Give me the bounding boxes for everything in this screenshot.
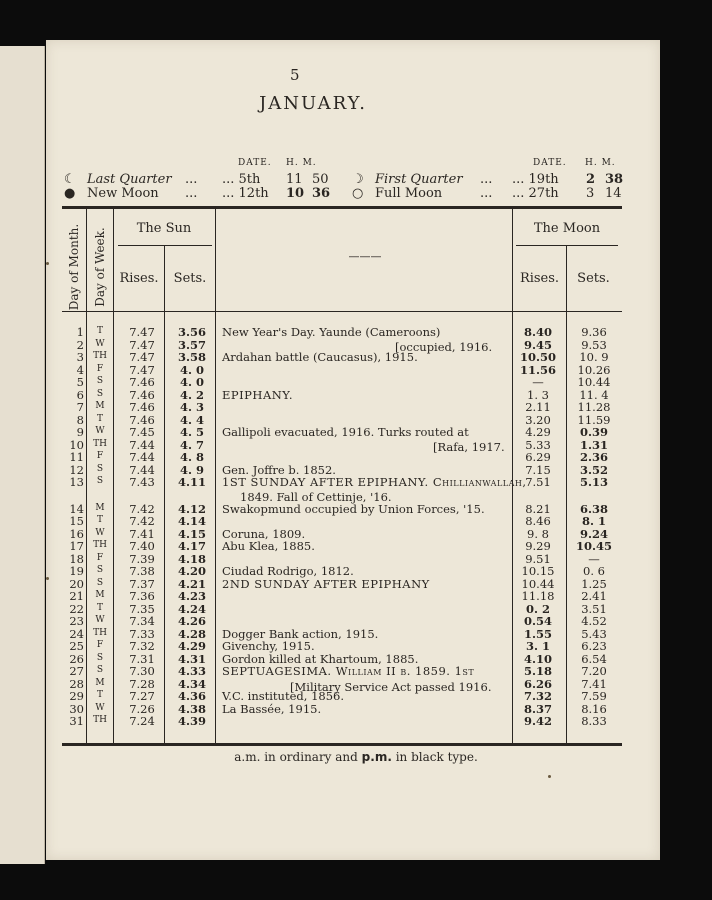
day-of-week: W	[95, 338, 105, 349]
moon-set: 9.36	[581, 325, 607, 339]
sun-rise: 7.47	[129, 337, 155, 352]
day-of-week: W	[95, 615, 105, 625]
event-text: Dogger Bank action, 1915.	[222, 626, 379, 641]
day-of-week-header: Day of Week.	[93, 227, 107, 307]
sun-set: 4.11	[177, 475, 206, 489]
moon-rise: 3. 1	[525, 639, 550, 653]
sun-rise: 7.44	[129, 462, 155, 477]
sun-set: 4.31	[177, 651, 206, 666]
table-row	[60, 552, 620, 564]
day-of-month: 16	[69, 526, 84, 541]
moon-set: 2.36	[579, 450, 608, 464]
sun-set: 4. 7	[179, 437, 204, 452]
moon-set: 9.53	[581, 337, 607, 352]
day-of-month: 6	[76, 387, 84, 402]
sun-rise: 7.32	[129, 639, 155, 653]
moon-set: 10. 9	[579, 350, 609, 364]
sun-set: 4.20	[177, 564, 206, 578]
sun-rise: 7.46	[129, 387, 155, 402]
event-text: V.C. instituted, 1856.	[222, 689, 344, 703]
day-of-week: M	[95, 677, 105, 688]
moon-rise: 7.51	[525, 475, 551, 489]
moon-rise: 8.40	[523, 325, 552, 339]
sun-rise: 7.38	[129, 564, 155, 578]
moon-rise: 0. 2	[525, 601, 550, 616]
event-text: Swakopmund occupied by Union Forces, '15.	[222, 501, 485, 516]
table-row	[60, 614, 620, 626]
sun-set: 3.58	[177, 350, 206, 364]
day-of-month: 22	[69, 601, 84, 616]
moon-rise: 3.20	[525, 412, 551, 427]
sun-set: 4. 2	[179, 387, 204, 402]
phase-leader-dots: ...	[480, 172, 493, 187]
moon-rise: 2.11	[525, 400, 551, 414]
event-text: La Bassée, 1915.	[222, 701, 322, 716]
footer-pm: p.m.	[361, 750, 392, 764]
table-row	[60, 413, 620, 425]
moon-sets-header: Sets.	[577, 271, 610, 286]
day-of-week: W	[95, 527, 105, 538]
day-of-month: 12	[69, 462, 84, 477]
table-row	[60, 438, 620, 450]
day-of-month: 17	[69, 539, 84, 553]
sun-set: 4.12	[177, 501, 206, 516]
moon-header: The Moon	[533, 221, 601, 236]
moon-set: 6.54	[581, 651, 607, 666]
day-of-week: M	[95, 502, 105, 513]
sun-rise: 7.33	[129, 626, 155, 641]
sun-set: 4. 8	[179, 450, 204, 464]
day-of-month: 10	[69, 437, 84, 452]
sun-set: 4.23	[177, 589, 206, 603]
moon-set: 6.23	[581, 639, 607, 653]
moon-set: 7.41	[581, 676, 607, 691]
table-row	[60, 589, 620, 601]
moon-set: 4.52	[581, 614, 607, 628]
day-of-month: 26	[69, 651, 84, 666]
moon-set: 0. 6	[583, 564, 605, 578]
sun-rise: 7.43	[129, 475, 155, 489]
moon-set: 11. 4	[579, 387, 609, 402]
day-of-week: M	[95, 590, 105, 600]
event-text: Gallipoli evacuated, 1916. Turks routed at	[222, 425, 469, 439]
day-of-month: 29	[69, 689, 84, 703]
month-title: JANUARY.	[259, 93, 367, 114]
day-of-month: 20	[69, 576, 84, 591]
moon-set: 10.26	[577, 362, 611, 377]
phase-date: ... 12th	[222, 186, 269, 201]
day-of-month: 4	[76, 362, 84, 377]
day-of-month: 25	[69, 639, 84, 653]
phase-hm-header-right: H. M.	[585, 158, 616, 168]
sun-rise: 7.45	[129, 425, 155, 439]
sun-rise: 7.46	[129, 400, 155, 414]
table-row	[60, 627, 620, 639]
moon-rise: 10.50	[519, 350, 556, 364]
moon-rise: 8.37	[523, 701, 552, 716]
event-continuation: [occupied, 1916.	[395, 340, 493, 354]
event-continuation: [Military Service Act passed 1916.	[290, 680, 492, 694]
day-of-week: W	[95, 426, 105, 436]
sun-set: 4. 4	[179, 412, 204, 427]
phase-date: ... 5th	[222, 172, 261, 187]
sun-sets-header: Sets.	[173, 271, 207, 286]
sun-set: 4.21	[177, 576, 206, 591]
sun-rise: 7.37	[129, 576, 155, 591]
day-of-week: S	[96, 463, 104, 474]
table-row	[60, 350, 620, 362]
sun-set: 4.15	[177, 526, 206, 541]
sun-rise: 7.44	[129, 450, 155, 464]
event-text: Gen. Joffre b. 1852.	[222, 462, 336, 477]
moon-rise: 1.55	[523, 626, 552, 641]
day-of-month: 7	[76, 400, 84, 414]
phase-leader-dots: ...	[480, 186, 493, 201]
table-row	[60, 400, 620, 412]
moon-rise: 6.26	[523, 676, 552, 691]
table-row	[60, 664, 620, 676]
event-text: Gordon killed at Khartoum, 1885.	[222, 651, 419, 666]
table-row	[60, 363, 620, 375]
footer-text-1: in ordinary and	[260, 750, 362, 764]
margin-speck	[548, 775, 551, 778]
top-rule	[62, 206, 622, 209]
phase-minute: 38	[605, 172, 624, 187]
sun-rise: 7.46	[129, 375, 155, 389]
table-row	[60, 527, 620, 539]
table-row	[60, 475, 620, 487]
day-of-week: T	[96, 690, 103, 700]
sun-rise: 7.26	[129, 701, 155, 716]
sun-set: 4. 9	[179, 462, 204, 477]
moon-set: 10.44	[577, 375, 611, 389]
day-of-week: TH	[93, 351, 107, 361]
day-of-month: 5	[76, 375, 84, 389]
sun-rise: 7.34	[129, 614, 155, 628]
table-row	[60, 702, 620, 714]
sun-set: 4.18	[177, 551, 206, 566]
day-of-month: 21	[69, 589, 84, 603]
phase-date-header-right: DATE.	[533, 158, 567, 168]
day-of-month: 11	[69, 450, 84, 464]
event-text: Coruna, 1809.	[222, 526, 306, 541]
event-text: SEPTUAGESIMA. William II b. 1859. 1st	[222, 664, 475, 678]
day-of-month: 2	[76, 337, 84, 352]
day-of-month: 8	[76, 412, 84, 427]
sun-set: 3.57	[177, 337, 206, 352]
table-row	[60, 639, 620, 651]
day-of-week: F	[96, 552, 104, 563]
sun-set: 4.38	[177, 701, 206, 716]
moon-rise: 6.29	[525, 450, 551, 464]
sun-rise: 7.47	[129, 362, 155, 377]
sun-rise: 7.39	[129, 551, 155, 566]
event-continuation: [Rafa, 1917.	[433, 440, 505, 454]
day-of-month: 3	[76, 350, 84, 364]
phase-hm-header-left: H. M.	[286, 158, 317, 168]
sun-set: 3.56	[177, 325, 206, 339]
day-of-week: F	[96, 451, 104, 461]
sun-set: 4.33	[177, 664, 206, 678]
sun-set: 4. 0	[179, 375, 204, 389]
day-of-week: T	[96, 602, 103, 613]
sun-header: The Sun	[136, 221, 192, 236]
sun-rise: 7.42	[129, 514, 155, 528]
day-of-month: 15	[69, 514, 84, 528]
phase-name: Last Quarter	[87, 172, 172, 187]
page-number: 5	[290, 66, 300, 84]
sun-set: 4. 5	[179, 425, 204, 439]
bottom-rule	[62, 743, 622, 746]
moon-set: 1.25	[581, 576, 607, 591]
day-of-week: S	[96, 665, 104, 675]
sun-rise: 7.28	[129, 676, 155, 691]
day-of-week: S	[96, 476, 104, 486]
moon-rise: 9.51	[525, 551, 551, 566]
footer-text-2: in black type.	[391, 750, 478, 764]
table-row	[60, 714, 620, 726]
phase-name: New Moon	[87, 186, 159, 201]
phase-date-header-left: DATE.	[238, 158, 272, 168]
day-of-month: 23	[69, 614, 84, 628]
sun-set: 4.34	[177, 676, 206, 691]
day-of-month: 19	[69, 564, 84, 578]
sun-rise: 7.47	[129, 350, 155, 364]
sun-rise: 7.40	[129, 539, 155, 553]
day-of-week: S	[96, 376, 104, 386]
moon-set: 10.45	[575, 539, 612, 553]
moon-set: 9.24	[579, 526, 608, 541]
event-text: New Year's Day. Yaunde (Cameroons)	[222, 325, 441, 339]
day-of-week: T	[96, 326, 103, 336]
sun-set: 4. 3	[179, 400, 204, 414]
moon-set: 8.16	[581, 701, 607, 716]
header-bottom-rule	[62, 311, 622, 312]
table-row	[60, 450, 620, 462]
moon-set: 5.13	[579, 475, 608, 489]
moon-rises-header: Rises.	[519, 271, 560, 286]
table-row	[60, 388, 620, 400]
moon-rise: 10.44	[521, 576, 555, 591]
moon-set: 11.28	[577, 400, 611, 414]
sun-set: 4.17	[177, 539, 206, 553]
footer-note	[0, 750, 712, 764]
moon-set: 7.59	[581, 689, 607, 703]
facing-page-edge	[0, 46, 45, 864]
day-of-month: 28	[69, 676, 84, 691]
table-row	[60, 338, 620, 350]
moon-set: 5.43	[581, 626, 607, 641]
moon-rise: 5.18	[523, 664, 552, 678]
event-text: 2ND SUNDAY AFTER EPIPHANY	[222, 576, 430, 591]
sun-rise: 7.46	[129, 412, 155, 427]
moon-phase-icon: ☽	[352, 172, 364, 187]
sun-rise: 7.42	[129, 501, 155, 516]
sun-rise: 7.24	[129, 714, 155, 728]
event-text: Givenchy, 1915.	[222, 639, 315, 653]
moon-rise: 10.15	[521, 564, 555, 578]
day-of-week: T	[96, 515, 103, 525]
day-of-month: 24	[69, 626, 84, 641]
moon-rise: 11.18	[521, 589, 555, 603]
sun-rises-header: Rises.	[119, 271, 159, 286]
sun-rise: 7.41	[129, 526, 155, 541]
sun-rise: 7.44	[129, 437, 155, 452]
phase-minute: 36	[312, 186, 331, 201]
phase-hour: 2	[586, 172, 596, 187]
day-of-month: 31	[69, 714, 84, 728]
event-text: EPIPHANY.	[222, 387, 294, 402]
moon-set: 8. 1	[581, 514, 606, 528]
moon-rise: 9.45	[523, 337, 552, 352]
sun-set: 4.29	[177, 639, 206, 653]
moon-rise: 11.56	[519, 362, 556, 377]
moon-set: 2.41	[581, 589, 607, 603]
moon-set: 3.51	[581, 601, 607, 616]
day-of-week: S	[96, 565, 104, 575]
day-of-week: M	[95, 401, 105, 411]
table-row	[60, 425, 620, 437]
moon-rise: 5.33	[525, 437, 551, 452]
sun-rise: 7.35	[129, 601, 155, 616]
moon-rise: 8.21	[525, 501, 551, 516]
phase-leader-dots: ...	[185, 172, 198, 187]
moon-rise: 8.46	[525, 514, 551, 528]
moon-set: 0.39	[579, 425, 608, 439]
sun-set: 4.36	[177, 689, 206, 703]
event-continuation: 1849. Fall of Cettinje, '16.	[240, 490, 392, 504]
table-row	[60, 325, 620, 337]
phase-leader-dots: ...	[185, 186, 198, 201]
phase-hour: 3	[586, 186, 595, 201]
event-text: 1ST SUNDAY AFTER EPIPHANY. Chillianwallah,	[222, 475, 527, 489]
moon-header-rule	[516, 245, 618, 246]
day-of-month: 30	[69, 701, 84, 716]
day-of-month: 1	[76, 325, 84, 339]
day-of-week: W	[95, 702, 105, 713]
table-row	[60, 577, 620, 589]
phase-name: Full Moon	[375, 186, 443, 201]
day-of-month: 14	[69, 501, 84, 516]
day-of-week: F	[96, 363, 104, 374]
sun-set: 4.14	[177, 514, 206, 528]
sun-set: 4.24	[177, 601, 206, 616]
day-of-week: S	[96, 652, 104, 663]
day-of-week: TH	[93, 540, 107, 550]
moon-set: 3.52	[579, 462, 608, 477]
day-of-week: TH	[93, 438, 107, 449]
day-of-month: 13	[69, 475, 84, 489]
moon-rise: 0.54	[523, 614, 552, 628]
table-row	[60, 539, 620, 551]
phase-date: ... 19th	[512, 172, 559, 187]
table-row	[60, 463, 620, 475]
footer-am: a.m.	[234, 750, 261, 764]
event-text: Abu Klea, 1885.	[222, 539, 315, 553]
day-of-week: TH	[93, 715, 107, 725]
sun-rise: 7.31	[129, 651, 155, 666]
sun-set: 4.28	[177, 626, 206, 641]
phase-hour: 10	[286, 186, 305, 201]
moon-set: 7.20	[581, 664, 607, 678]
moon-rise: 4.10	[523, 651, 552, 666]
moon-set: 8.33	[581, 714, 607, 728]
moon-rise: 9.29	[525, 539, 551, 553]
table-row	[60, 602, 620, 614]
moon-rise: 9.42	[523, 714, 552, 728]
moon-set: 11.59	[577, 412, 611, 427]
table-row	[60, 564, 620, 576]
day-of-week: TH	[93, 627, 107, 638]
event-text: Ardahan battle (Caucasus), 1915.	[222, 350, 418, 364]
moon-rise: 1. 3	[527, 387, 549, 402]
moon-rise: 7.15	[525, 462, 551, 477]
day-of-month: 9	[76, 425, 84, 439]
day-of-week: S	[96, 388, 104, 399]
phase-minute: 50	[312, 172, 329, 187]
moon-rise: 4.29	[525, 425, 551, 439]
sun-rise: 7.30	[129, 664, 155, 678]
day-of-month-header: Day of Month.	[67, 223, 81, 311]
moon-phase-icon: ○	[352, 186, 364, 201]
table-row	[60, 652, 620, 664]
events-header-dash: ———	[348, 250, 382, 263]
sun-rise: 7.27	[129, 689, 155, 703]
day-of-week: T	[96, 413, 103, 424]
table-row	[60, 375, 620, 387]
margin-speck	[46, 262, 49, 265]
day-of-month: 18	[69, 551, 84, 566]
day-of-week: S	[96, 577, 104, 588]
moon-rise: 9. 8	[527, 526, 549, 541]
moon-set: 6.38	[579, 501, 608, 516]
phase-hour: 11	[286, 172, 303, 187]
margin-speck	[46, 577, 49, 580]
day-of-month: 27	[69, 664, 84, 678]
sun-set: 4.26	[177, 614, 206, 628]
sun-set: 4.39	[177, 714, 206, 728]
day-of-week: F	[96, 640, 104, 650]
moon-phase-icon: ☾	[64, 172, 76, 187]
sun-header-rule	[118, 245, 212, 246]
event-text: Ciudad Rodrigo, 1812.	[222, 564, 354, 578]
sun-rise: 7.36	[129, 589, 155, 603]
moon-phase-icon: ●	[64, 186, 76, 201]
moon-rise: 7.32	[523, 689, 552, 703]
sun-set: 4. 0	[179, 362, 204, 377]
moon-set: 1.31	[579, 437, 608, 452]
sun-rise: 7.47	[129, 325, 155, 339]
moon-rise: —	[532, 375, 544, 389]
table-row	[60, 514, 620, 526]
moon-set: —	[588, 551, 600, 566]
phase-minute: 14	[605, 186, 622, 201]
phase-date: ... 27th	[512, 186, 559, 201]
phase-name: First Quarter	[375, 172, 463, 187]
